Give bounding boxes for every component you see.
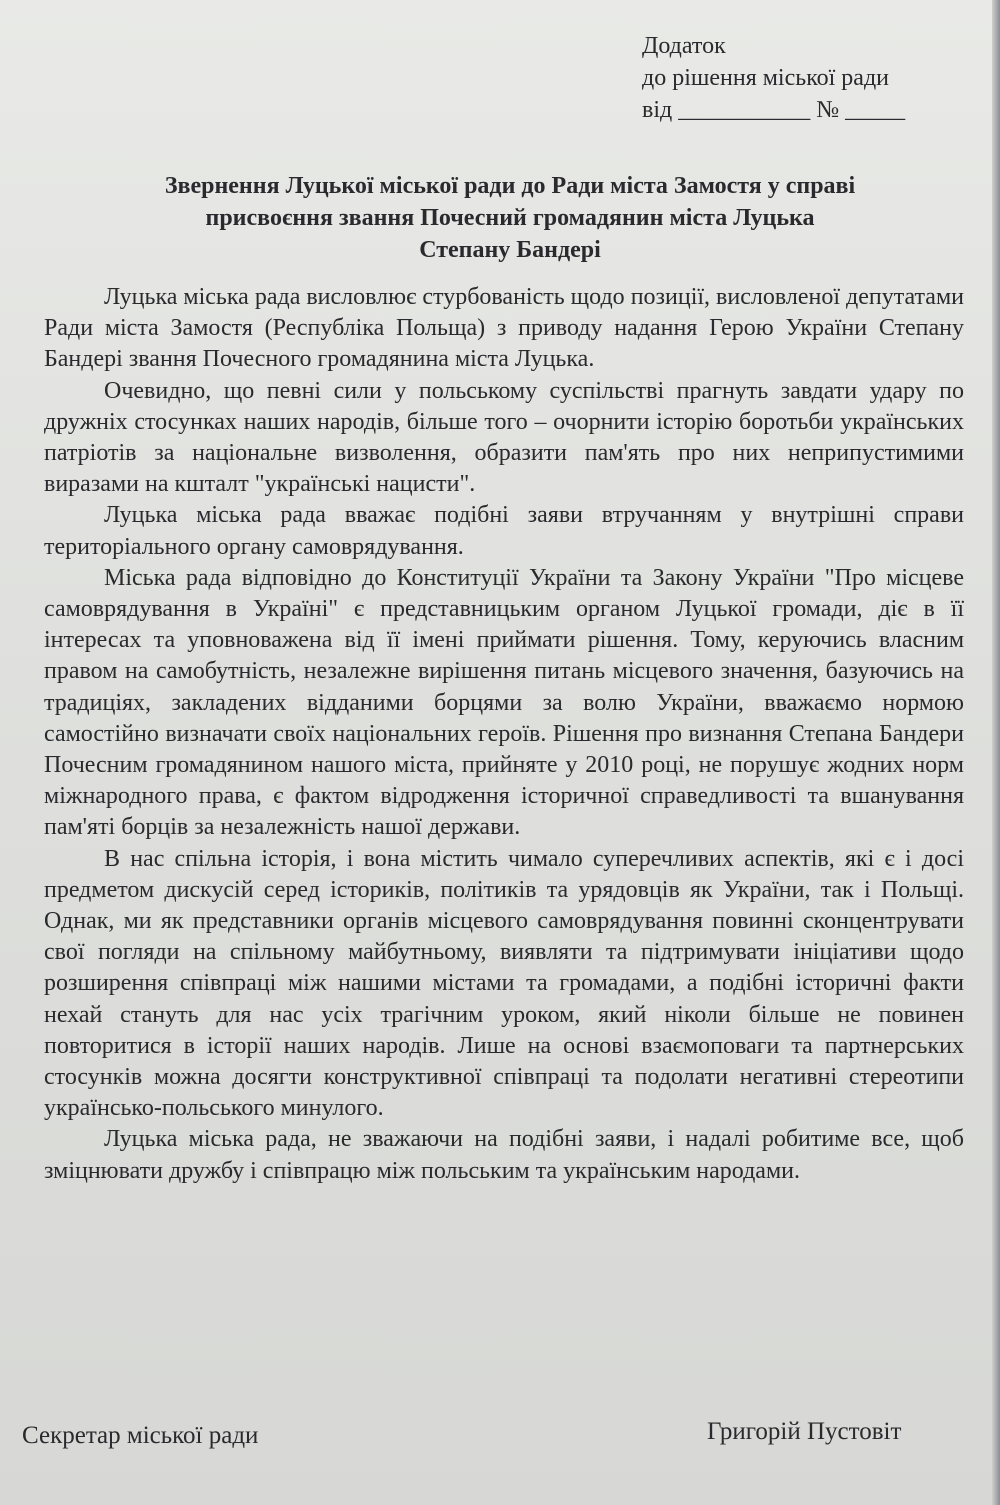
annex-line-3: від ___________ № _____ <box>642 97 906 123</box>
signature-name: Григорій Пустовіт <box>707 1418 902 1445</box>
paragraph-5: В нас спільна історія, і вона містить чимало суперечливих аспектів, які є і досі предметом дискусій серед істориків, політиків та урядовців як України, так і Польщі. Однак, ми як представники органів місцевого самоврядування повинні сконцентрувати свої погляди на спільному майбутньому, виявляти та підтримувати ініціативи щодо розширення співпраці між нашими містами та громадами, а подібні історичні факти нехай стануть для нас усіх трагічним уроком, який ніколи більше не повинен повторитися в історії наших народів. Лише на основі взаємоповаги та партнерських стосунків можна досягти конструктивної співпраці та подолати негативні стереотипи українсько-польського минулого. <box>44 845 964 1122</box>
paragraph-3: Луцька міська рада вважає подібні заяви втручанням у внутрішні справи територіального органу самоврядування. <box>44 502 964 560</box>
signature-position: Секретар міської ради <box>22 1422 259 1449</box>
paragraph-2: Очевидно, що певні сили у польському суспільстві прагнуть завдати удару по дружніх стосунках наших народів, більше того – очорнити історію боротьби українських патріотів за національне визволення, образити пам'ять про них неприпустимими виразами на кшталт "українські нацисти". <box>44 377 964 498</box>
document-body <box>44 282 964 1187</box>
paragraph-6: Луцька міська рада, не зважаючи на подібні заяви, і надалі робитиме все, щоб зміцнювати дружбу і співпрацю між польським та українським народами. <box>44 1126 964 1184</box>
paragraph-4: Міська рада відповідно до Конституції України та Закону України "Про місцеве самоврядування в Україні" є представницьким органом Луцької громади, діє в її інтересах та уповноважена від її імені приймати рішення. Тому, керуючись власним правом на самобутність, незалежне вирішення питань місцевого значення, базуючись на традиціях, закладених відданими борцями за волю України, вважаємо нормою самостійно визначати своїх національних героїв. Рішення про визнання Степана Бандери Почесним громадянином нашого міста, прийняте у 2010 році, не порушує жодних норм міжнародного права, є фактом відродження історичної справедливості та вшанування пам'яті борців за незалежність нашої держави. <box>44 564 964 841</box>
paragraph-1: Луцька міська рада висловлює стурбованість щодо позиції, висловленої депутатами Ради міста Замостя (Республіка Польща) з приводу надання Герою України Степану Бандері звання Почесного громадянина міста Луцька. <box>44 284 964 373</box>
document-title <box>90 170 930 266</box>
title-line-3: Степану Бандері <box>419 237 601 263</box>
title-line-2: присвоєння звання Почесний громадянин міста Луцька <box>205 205 815 231</box>
title-line-1: Звернення Луцької міської ради до Ради міста Замостя у справі <box>164 173 856 199</box>
annex-header <box>642 30 905 126</box>
page-edge-shadow <box>992 0 1000 1505</box>
annex-line-2: до рішення міської ради <box>642 65 890 91</box>
annex-line-1: Додаток <box>642 33 726 59</box>
